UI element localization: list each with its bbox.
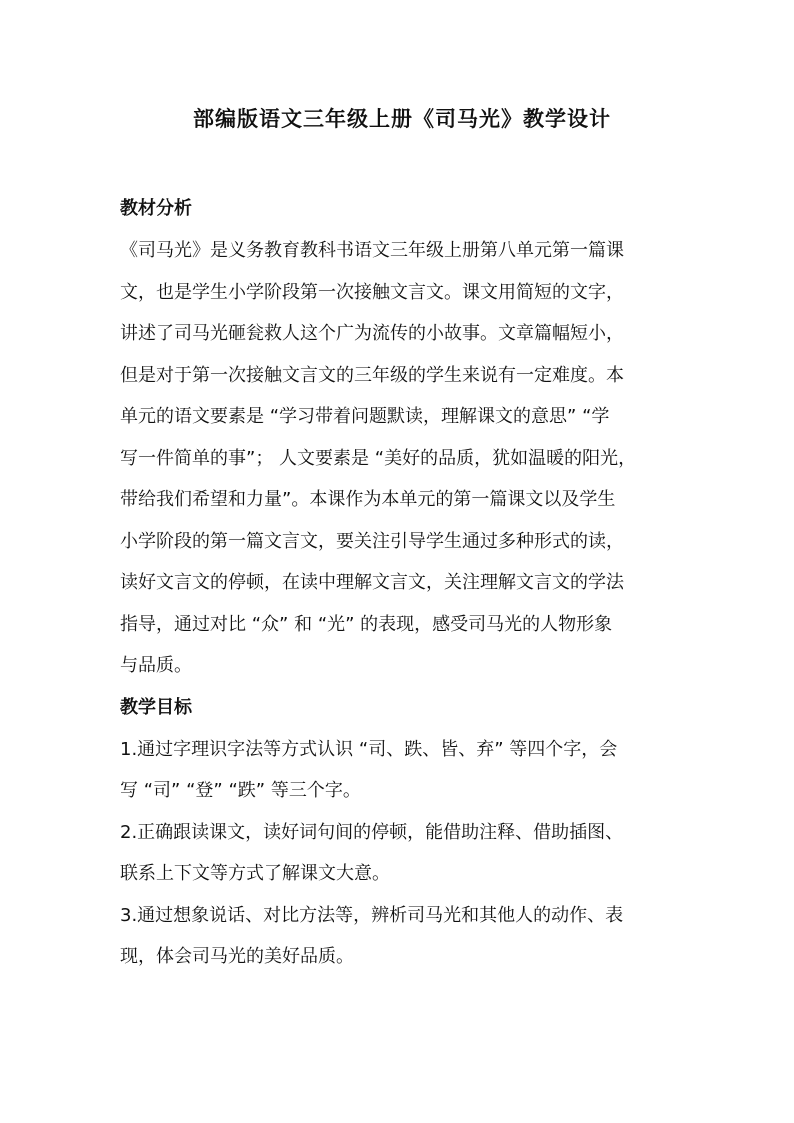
text-line: 2.正确跟读课文，读好词句间的停顿，能借助注释、借助插图、 xyxy=(120,821,624,843)
text-line: 与品质。 xyxy=(120,655,192,676)
text-line: 带给我们希望和力量”。本课作为本单元的第一篇课文以及学生 xyxy=(120,489,616,510)
objective-item-1 xyxy=(120,729,684,812)
objective-item-3 xyxy=(120,895,684,978)
document-title: 部编版语文三年级上册《司马光》教学设计 xyxy=(193,107,611,131)
text-line: 《司马光》是义务教育教科书语文三年级上册第八单元第一篇课 xyxy=(120,240,624,261)
text-line: 小学阶段的第一篇文言文，要关注引导学生通过多种形式的读， xyxy=(120,530,624,552)
objective-item-2 xyxy=(120,812,684,895)
text-line: 现，体会司马光的美好品质。 xyxy=(120,946,354,967)
text-line: 3.通过想象说话、对比方法等，辨析司马光和其他人的动作、表 xyxy=(120,904,624,926)
text-line: 讲述了司马光砸瓮救人这个广为流传的小故事。文章篇幅短小， xyxy=(120,323,624,344)
section-heading-teaching-objectives: 教学目标 xyxy=(120,696,192,718)
paragraph-material-analysis xyxy=(120,230,684,687)
text-line: 联系上下文等方式了解课文大意。 xyxy=(120,863,390,884)
text-line: 写一件简单的事”； 人文要素是 “美好的品质，犹如温暖的阳光， xyxy=(120,447,637,469)
text-line: 1.通过字理识字法等方式认识 “司、跌、皆、弃” 等四个字，会 xyxy=(120,738,618,760)
text-line: 写 “司” “登” “跌” 等三个字。 xyxy=(120,780,361,801)
text-line: 但是对于第一次接触文言文的三年级的学生来说有一定难度。本 xyxy=(120,364,624,386)
text-line: 读好文言文的停顿，在读中理解文言文，关注理解文言文的学法 xyxy=(120,572,624,593)
text-line: 单元的语文要素是 “学习带着问题默读，理解课文的意思” “学 xyxy=(120,406,610,427)
text-line: 文，也是学生小学阶段第一次接触文言文。课文用简短的文字， xyxy=(120,281,624,303)
text-line: 指导，通过对比 “众” 和 “光” 的表现，感受司马光的人物形象 xyxy=(120,613,613,635)
section-heading-material-analysis: 教材分析 xyxy=(120,198,192,219)
